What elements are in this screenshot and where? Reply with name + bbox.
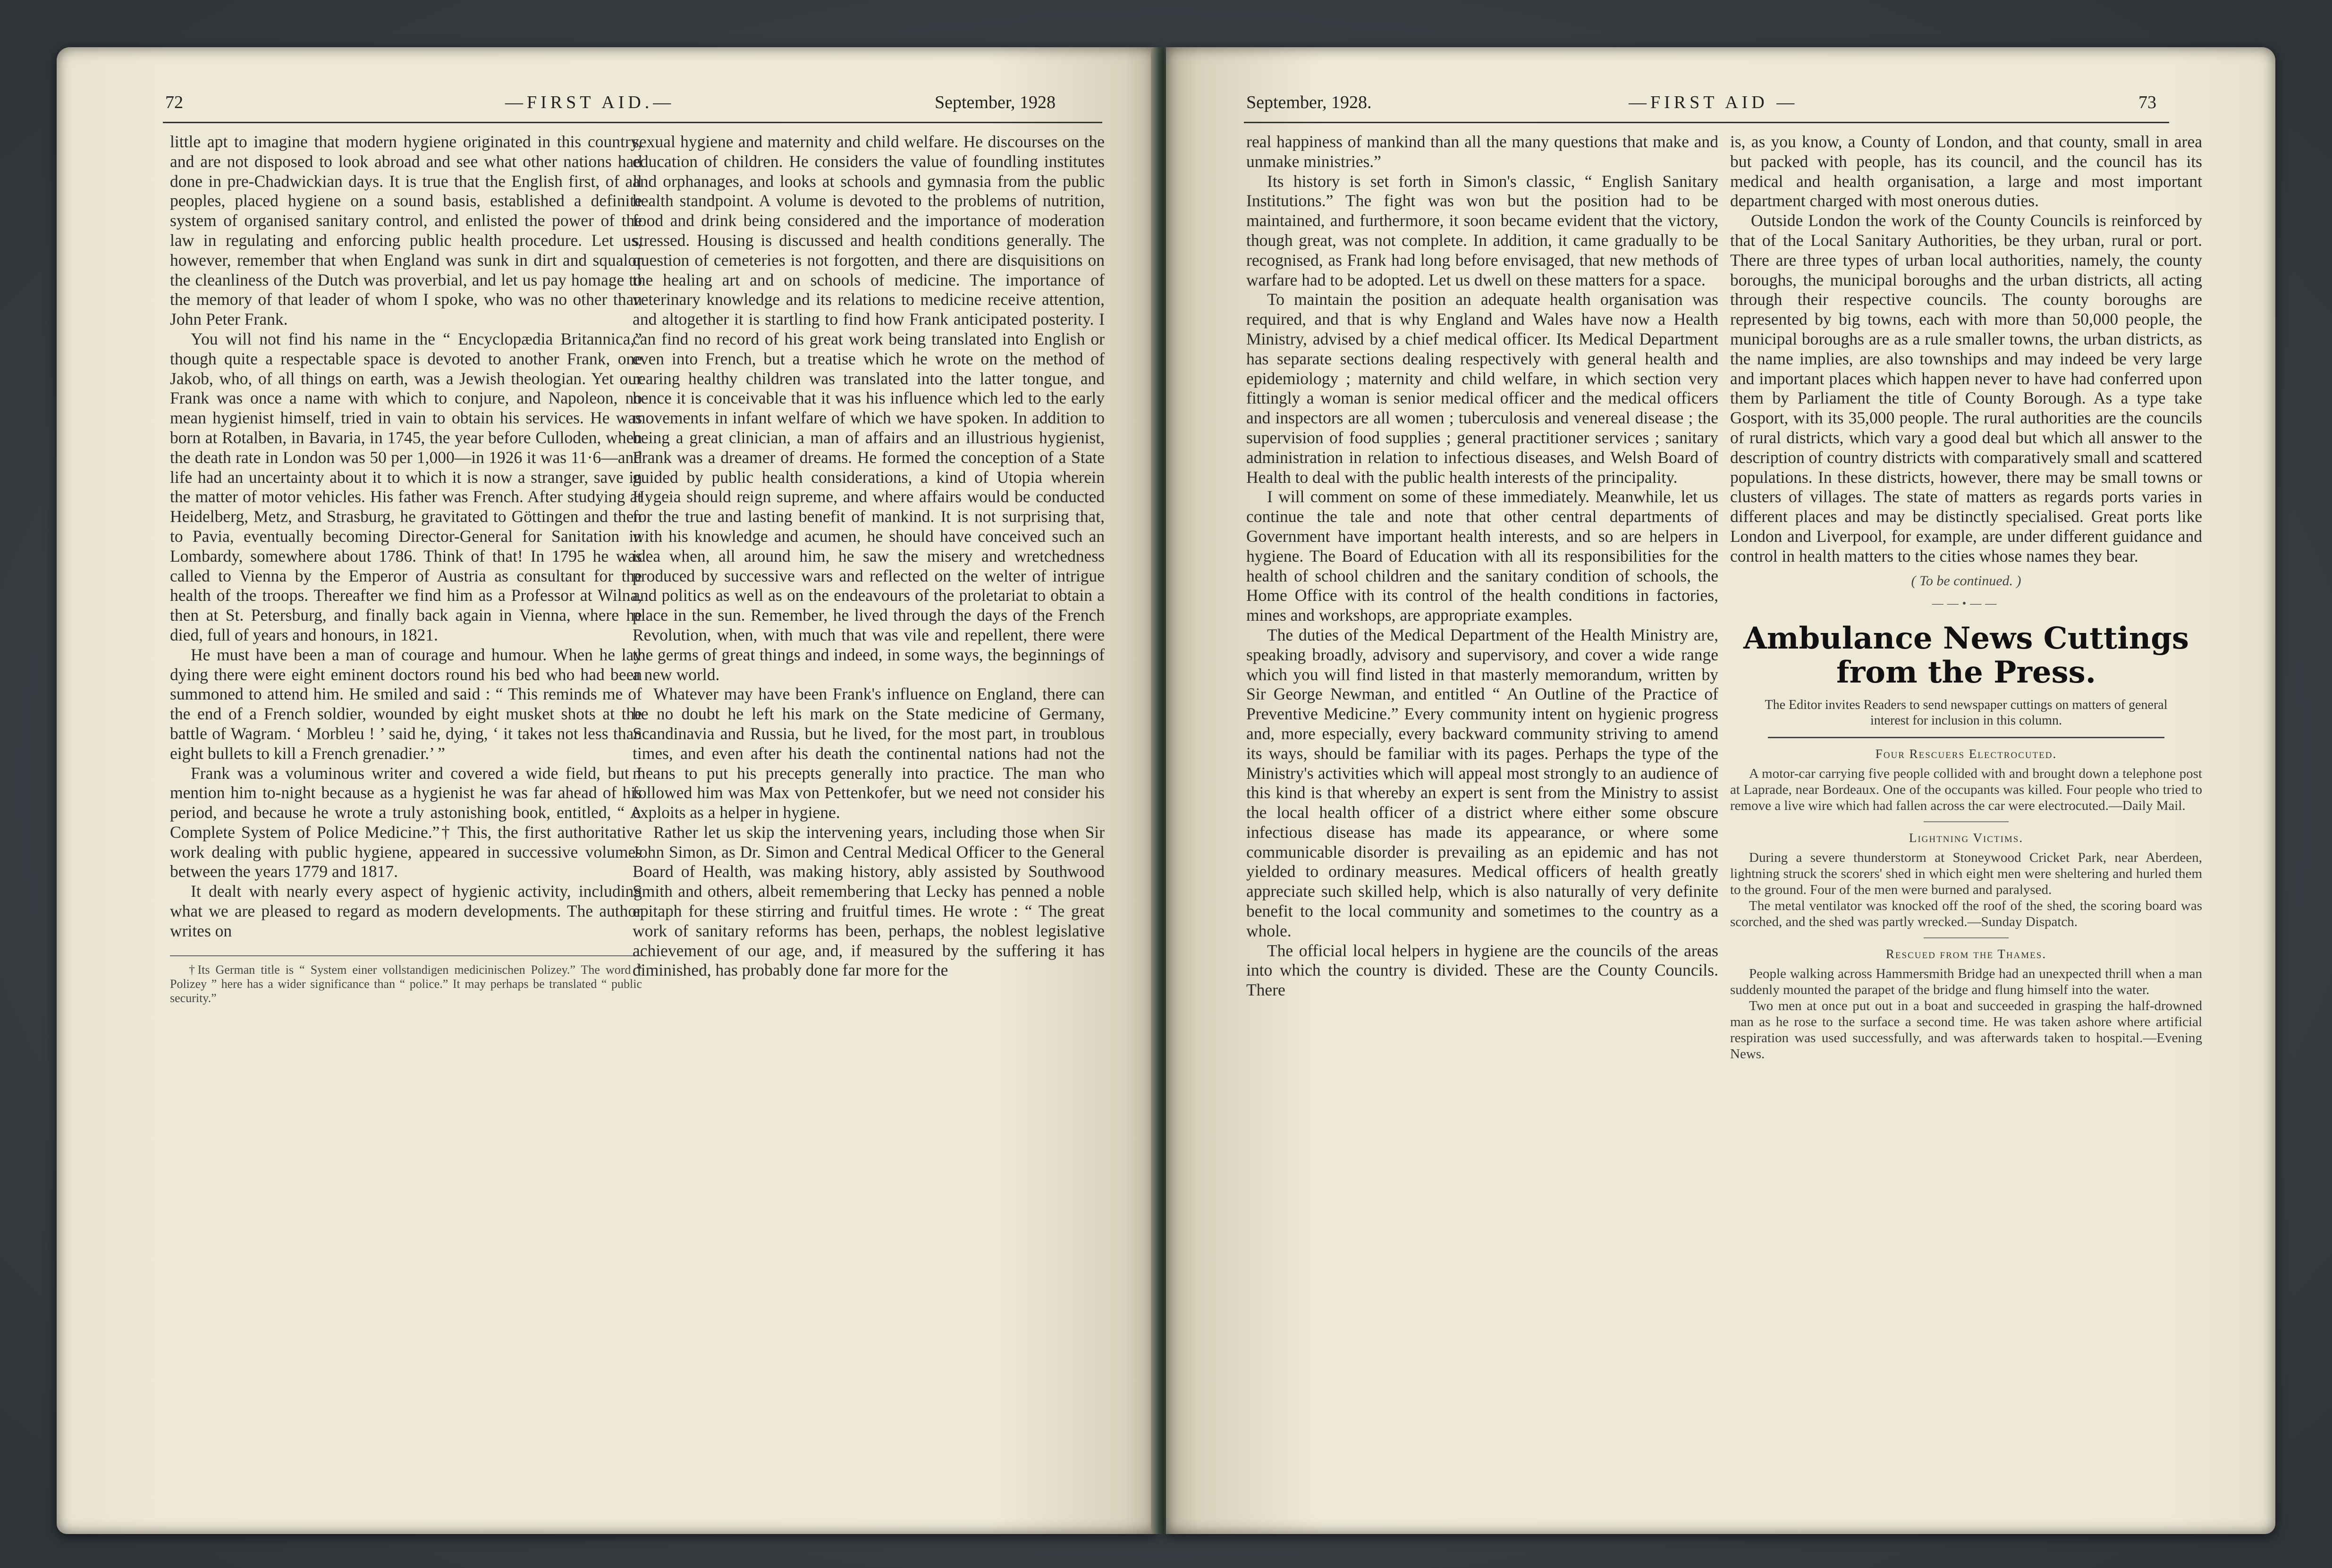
news-divider: [1924, 937, 2009, 938]
footnote: †Its German title is “ System einer vollstandigen medicinischen Polizey.” The word “ Polizey ” here has a wider significance than “ police.” It may perhaps be translated “ public security.”: [170, 955, 642, 1005]
right-page: [1166, 47, 2275, 1534]
page-number: 73: [2138, 93, 2156, 112]
running-title: —FIRST AID —: [1629, 93, 1799, 112]
issue-date: September, 1928: [935, 93, 1056, 112]
paragraph: You will not find his name in the “ Encyclopædia Britannica,” though quite a respectable space is devoted to another Frank, one Jakob, who, of all things on earth, was a Jewish theologian. Yet our Frank was once a name with which to conjure, and Napoleon, no mean hygienist himself, tried in vain to obtain his services. He was born at Rotalben, in Bavaria, in 1745, the year before Culloden, when the death rate in London was 50 per 1,000—in 1926 it was 11·6—and life had an uncertainty about it to which it is now a stranger, save in the matter of motor vehicles. His father was French. After studying at Heidelberg, Metz, and Strasburg, he gravitated to Göttingen and then to Pavia, eventually becoming Director-General for Sanitation in Lombardy, somewhere about 1786. Think of that! In 1795 he was called to Vienna by the Emperor of Austria as consultant for the health of the troops. Thereafter we find him as a Professor at Wilna, then at St. Petersburg, and finally back again in Vienna, where he died, full of years and honours, in 1821.: [170, 329, 642, 644]
paragraph: The duties of the Medical Department of the Health Ministry are, speaking broadly, advisory and supervisory, and cover a wide range which you will find listed in that masterly memorandum, written by Sir George Newman, and entitled “ An Outline of the Practice of Preventive Medicine.” Every community intent on hygienic progress and, more especially, every backward community striving to amend its ways, should be familiar with its pages. Perhaps the type of the Ministry's activities which will appeal most strongly to an audience of this kind is that whereby an expert is sent from the Ministry to assist the local health officer of a district where either some obscure infectious disease has made its appearance, or where some communicable disorder is prevailing as an epidemic and has not yielded to ordinary measures. Medical officers of health greatly appreciate such skilled help, which is also naturally of very definite benefit to the local community and sometimes to the country as a whole.: [1246, 625, 1718, 940]
news-paragraph: The metal ventilator was knocked off the roof of the shed, the scoring board was scorched, and the shed was partly wrecked.—Sunday Dispatch.: [1730, 898, 2202, 930]
news-divider: [1924, 821, 2009, 822]
paragraph: Its history is set forth in Simon's classic, “ English Sanitary Institutions.” The fight was won but the position had to be maintained, and furthermore, it soon became evident that the victory, though great, was not complete. In addition, it came gradually to be recognised, as Frank had long before envisaged, that new methods of warfare had to be adopted. Let us dwell on these matters for a space.: [1246, 171, 1718, 289]
paragraph: It dealt with nearly every aspect of hygienic activity, including what we are pleased to regard as modern developments. The author writes on: [170, 882, 642, 940]
running-title: —FIRST AID.—: [505, 93, 675, 112]
page-number: 72: [165, 93, 183, 112]
paragraph: little apt to imagine that modern hygiene originated in this country, and are not disposed to look abroad and see what other nations had done in pre-Chadwickian days. It is true that the English first, of all peoples, placed hygiene on a sound basis, established a definite system of organised sanitary control, and enlisted the power of the law in regulating and enforcing public health procedure. Let us, however, remember that when England was sunk in dirt and squalor the cleanliness of the Dutch was proverbial, and let us pay homage to the memory of that leader of whom I spoke, who was no other than John Peter Frank.: [170, 132, 642, 329]
right-page-header: [1166, 92, 2275, 125]
news-paragraph: During a severe thunderstorm at Stoneywood Cricket Park, near Aberdeen, lightning struck the scorers' shed in which eight men were sheltering and hurled them to the ground. Four of the men were burned and paralysed.: [1730, 850, 2202, 898]
news-item: [1730, 746, 2202, 814]
left-column-1: [170, 132, 642, 1005]
news-heading: Lightning Victims.: [1909, 831, 2024, 845]
news-paragraph: People walking across Hammersmith Bridge had an unexpected thrill when a man suddenly mounted the parapet of the bridge and flung himself into the water.: [1730, 966, 2202, 998]
ornament-divider: ——•——: [1932, 598, 2001, 610]
left-column-2: [633, 132, 1105, 980]
paragraph: Outside London the work of the County Councils is reinforced by that of the Local Sanitary Authorities, be they urban, rural or port. There are three types of urban local authorities, namely, the county boroughs, the municipal boroughs and the urban districts, all acting through their respective councils. The county boroughs are represented by big towns, each with more than 50,000 people, the municipal boroughs are as a rule smaller towns, the urban districts, as the name implies, are also townships and may indeed be very large and important places which happen never to have had conferred upon them by Parliament the title of County Borough. As a type take Gosport, with its 35,000 people. The rural authorities are the councils of rural districts, which vary a good deal but which all answer to the description of country districts with comparatively small and scattered populations. In these districts, however, there may be small towns or clusters of villages. The state of matters as regards ports varies in different places and may be distinctly specialised. Great ports like London and Liverpool, for example, are under different guidance and control in health matters to the cities whose names they bear.: [1730, 211, 2202, 565]
news-heading: Four Rescuers Electrocuted.: [1875, 747, 2057, 761]
paragraph: real happiness of mankind than all the many questions that make and unmake ministries.”: [1246, 132, 1718, 171]
to-be-continued: ( To be continued. ): [1911, 573, 2021, 589]
paragraph: The official local helpers in hygiene are the councils of the areas into which the country is divided. These are the County Councils. There: [1246, 941, 1718, 1000]
section-title: Ambulance News Cuttings from the Press.: [1743, 621, 2189, 691]
left-page: [57, 47, 1157, 1534]
paragraph: is, as you know, a County of London, and that county, small in area but packed with people, has its council, and the council has its medical and health organisation, a large and most important department charged with most onerous duties.: [1730, 132, 2202, 211]
issue-date: September, 1928.: [1246, 93, 1372, 112]
right-column-2: [1730, 132, 2202, 1062]
section-rule: [1768, 737, 2164, 738]
left-page-header: [57, 92, 1157, 125]
paragraph: sexual hygiene and maternity and child welfare. He discourses on the education of children. He considers the value of foundling institutes and orphanages, and looks at schools and gymnasia from the public health standpoint. A volume is devoted to the problems of nutrition, food and drink being considered and the importance of moderation stressed. Housing is discussed and health conditions generally. The question of cemeteries is not forgotten, and there are disquisitions on the healing art and on schools of medicine. The importance of veterinary knowledge and its relations to medicine receive attention, and altogether it is startling to find how Frank anticipated posterity. I can find no record of his great work being translated into English or even into French, but a treatise which he wrote on the method of rearing healthy children was translated into the latter tongue, and hence it is conceivable that it was his influence which led to the early movements in infant welfare of which we have spoken. In addition to being a great clinician, a man of affairs and an illustrious hygienist, Frank was a dreamer of dreams. He formed the conception of a State guided by public health considerations, a kind of Utopia wherein Hygeia should reign supreme, and where affairs would be conducted for the true and lasting benefit of mankind. It is not surprising that, with his knowledge and acumen, he should have conceived such an idea when, all around him, he saw the misery and wretchedness produced by successive wars and reflected on the welter of intrigue and politics as well as on the endeavours of the proletariat to obtain a place in the sun. Remember, he lived through the days of the French Revolution, when, with much that was vile and repellent, there were the germs of great things and indeed, in some ways, the beginnings of a new world.: [633, 132, 1105, 684]
paragraph: Frank was a voluminous writer and covered a wide field, but I mention him to-night because as a hygienist he was far ahead of his period, and because he wrote a truly astonishing book, entitled, “ A Complete System of Police Medicine.”† This, the first authoritative work dealing with public hygiene, appeared in successive volumes between the years 1779 and 1817.: [170, 763, 642, 881]
section-intro: The Editor invites Readers to send newspaper cuttings on matters of general interest for inclusion in this column.: [1765, 698, 2168, 728]
news-item: [1730, 946, 2202, 1062]
paragraph: Rather let us skip the intervening years, including those when Sir John Simon, as Dr. Simon and Central Medical Officer to the General Board of Health, was making history, ably assisted by Southwood Smith and others, albeit remembering that Lecky has penned a noble epitaph for these stirring and fruitful times. He wrote : “ The great work of sanitary reforms has been, perhaps, the noblest legislative achievement of our age, and, if measured by the suffering it has diminished, has probably done far more for the: [633, 822, 1105, 980]
paragraph: He must have been a man of courage and humour. When he lay dying there were eight eminent doctors round his bed who had been summoned to attend him. He smiled and said : “ This reminds me of the end of a French soldier, wounded by eight musket shots at the battle of Wagram. ‘ Morbleu ! ’ said he, dying, ‘ it takes not less than eight bullets to kill a French grenadier.’ ”: [170, 645, 642, 763]
paragraph: I will comment on some of these immediately. Meanwhile, let us continue the tale and note that other central departments of Government have important health interests, and so are helpers in hygiene. The Board of Education with all its responsibilities for the health of school children and the sanitary condition of schools, the Home Office with its control of the health conditions in factories, mines and workshops, are appropriate examples.: [1246, 487, 1718, 625]
news-paragraph: A motor-car carrying five people collided with and brought down a telephone post at Laprade, near Bordeaux. One of the occupants was killed. Four people who tried to remove a live wire which had fallen across the car were electrocuted.—Daily Mail.: [1730, 766, 2202, 814]
news-item: [1730, 830, 2202, 930]
paragraph: To maintain the position an adequate health organisation was required, and that is why England and Wales have now a Health Ministry, advised by a chief medical officer. Its Medical Department has separate sections dealing respectively with general health and epidemiology ; maternity and child welfare, in which section very fittingly a woman is senior medical officer and the medical officers and inspectors are all women ; tuberculosis and venereal disease ; the supervision of food supplies ; general practitioner services ; sanitary administration in relation to infectious diseases, and Welsh Board of Health to deal with the public health interests of the principality.: [1246, 290, 1718, 487]
right-column-1: [1246, 132, 1718, 1000]
header-rule: [1244, 122, 2169, 123]
paragraph: Whatever may have been Frank's influence on England, there can be no doubt he left his mark on the State medicine of Germany, Scandinavia and Russia, but he lived, for the most part, in troublous times, and even after his death the continental nations had not the means to put his precepts generally into practice. The man who followed him was Max von Pettenkofer, but we need not consider his exploits as a helper in hygiene.: [633, 684, 1105, 822]
news-paragraph: Two men at once put out in a boat and succeeded in grasping the half-drowned man as he rose to the surface a second time. He was taken ashore where artificial respiration was used successfully, and was afterwards taken to hospital.—Evening News.: [1730, 998, 2202, 1062]
news-heading: Rescued from the Thames.: [1885, 947, 2047, 961]
header-rule: [163, 122, 1102, 123]
